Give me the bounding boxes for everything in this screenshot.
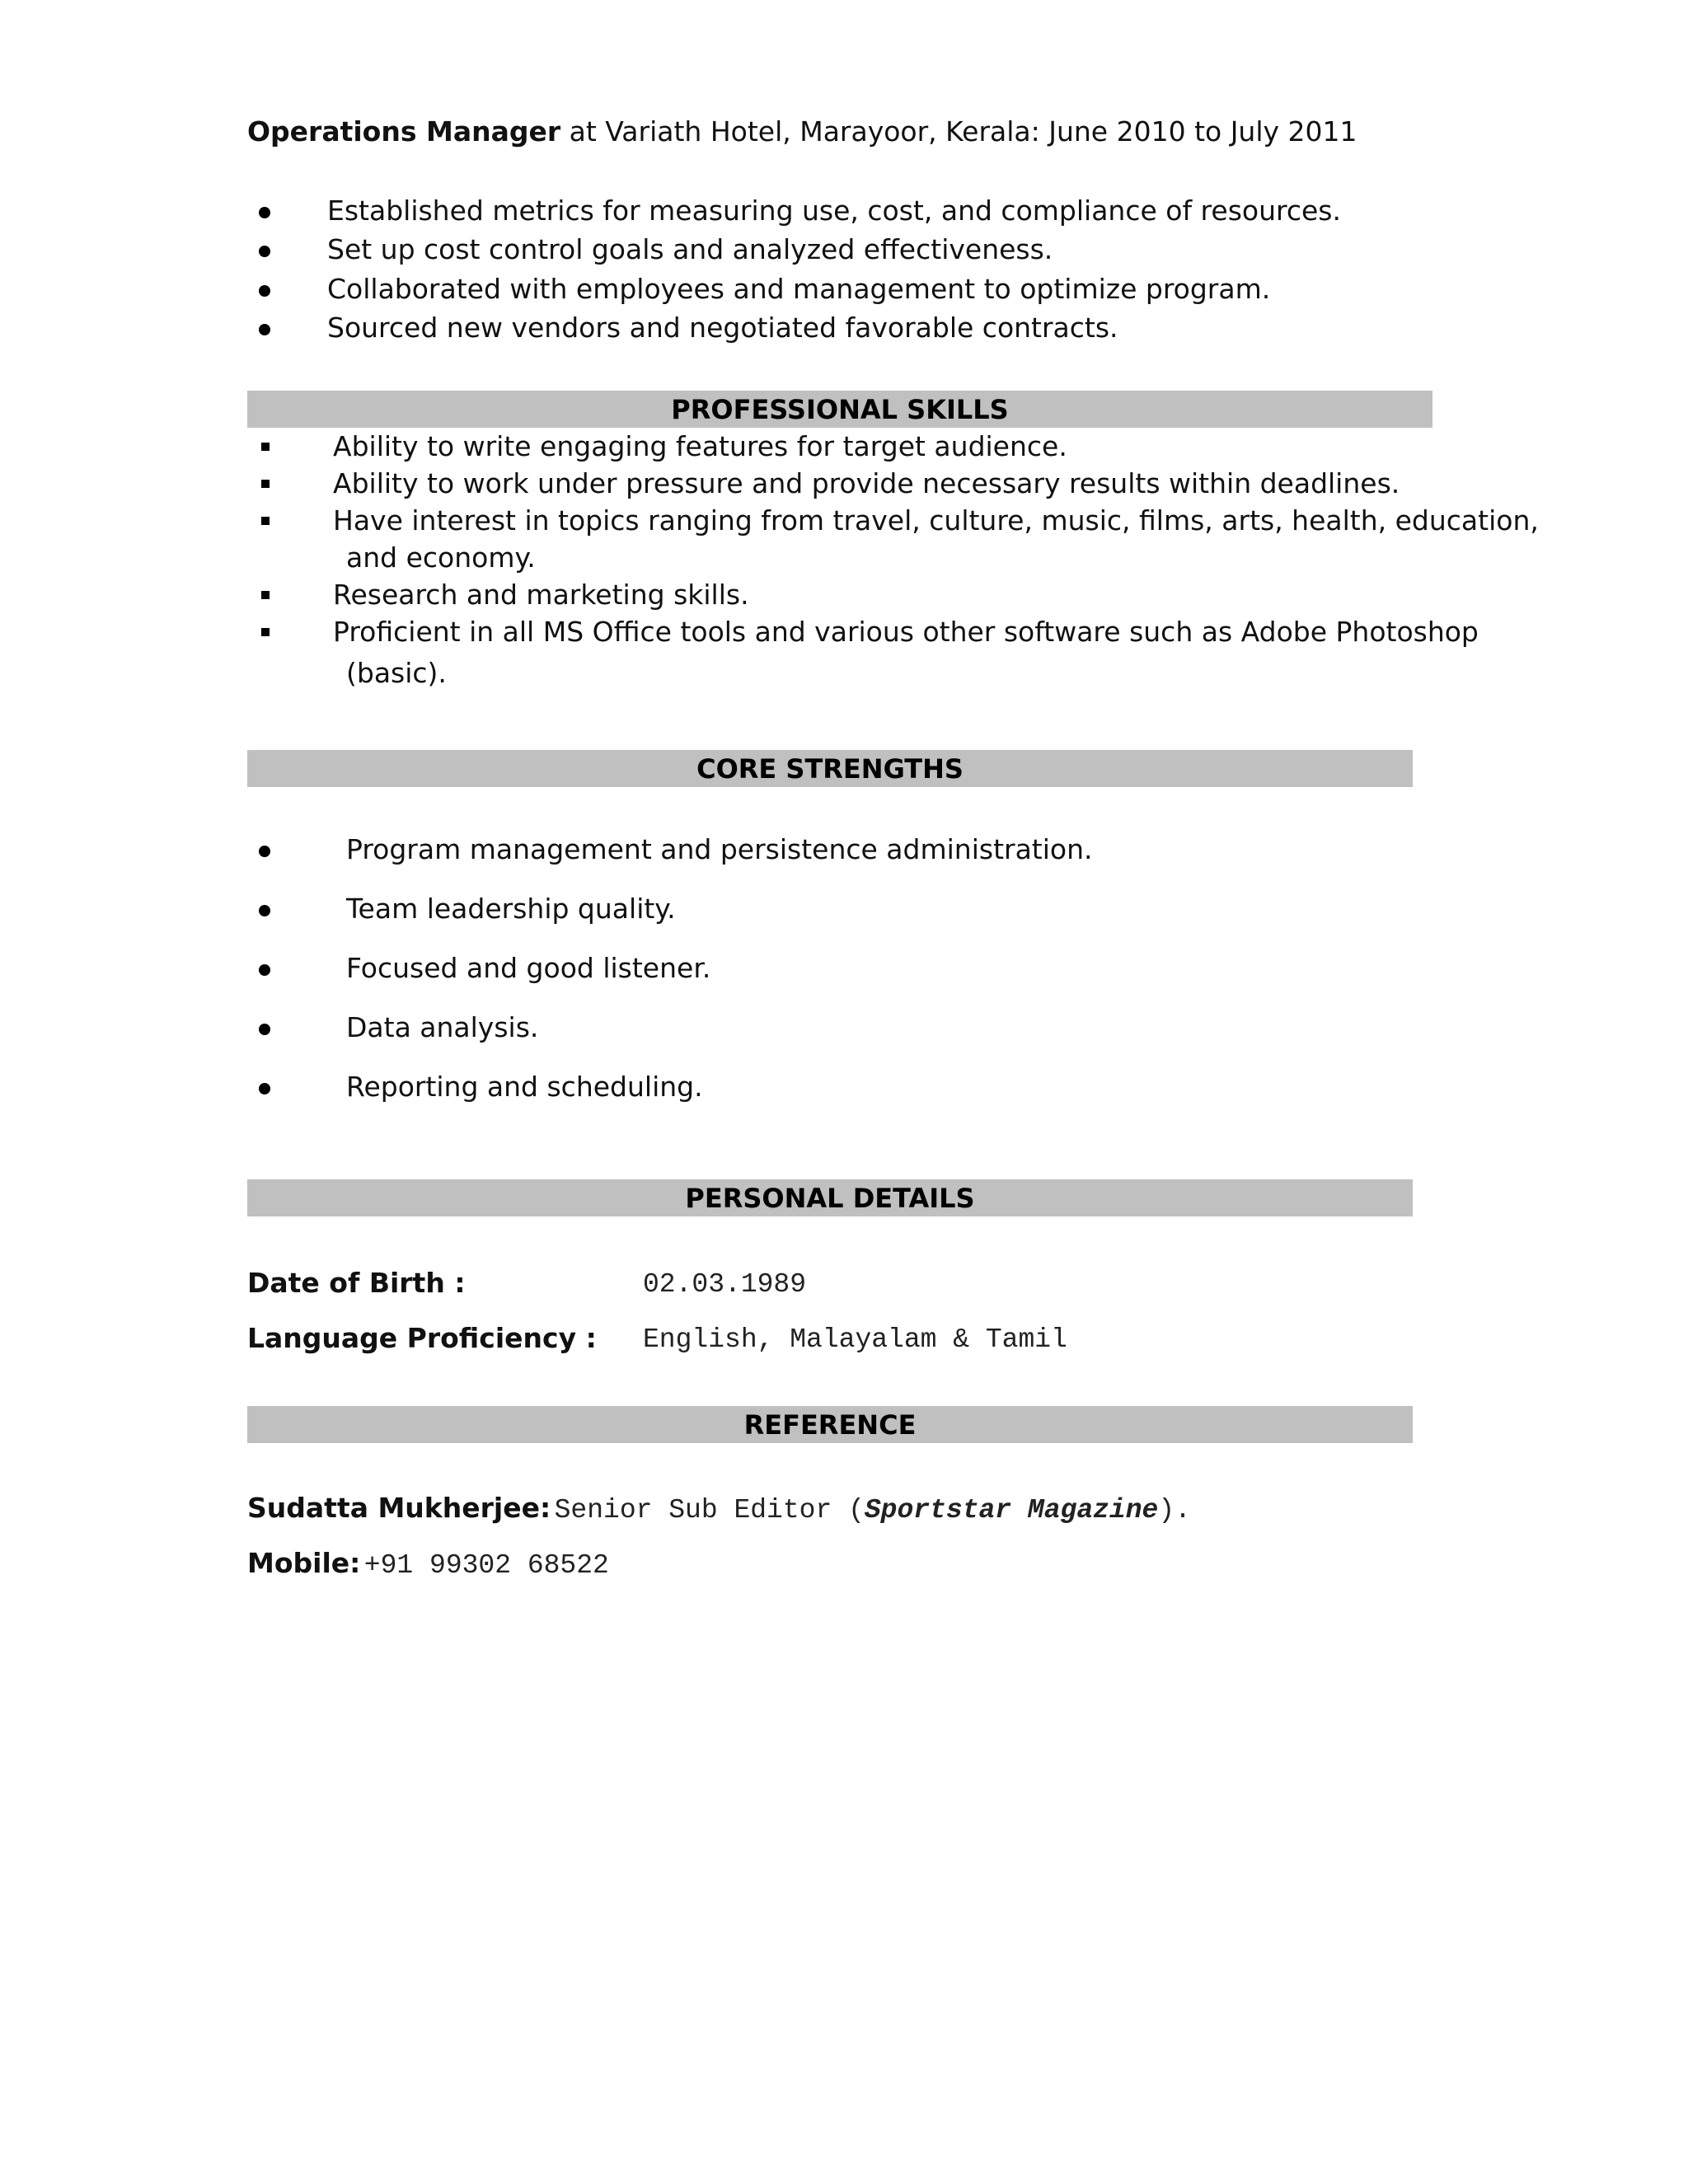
bullet-dot-icon (259, 905, 270, 916)
language-value: English, Malayalam & Tamil (643, 1324, 1067, 1355)
bullet-dot-icon (259, 846, 270, 857)
bullet-square-icon (261, 480, 270, 488)
mobile-line (247, 1547, 609, 1581)
list-item-continuation: and economy. (346, 541, 536, 574)
bullet-dot-icon (259, 207, 270, 218)
list-item-continuation: (basic). (346, 657, 447, 689)
list-item: Ability to write engaging features for target audience. (333, 430, 1067, 462)
job-heading (247, 115, 1357, 148)
list-item: Ability to work under pressure and provide necessary results within deadlines. (333, 467, 1400, 499)
job-detail: at Variath Hotel, Marayoor, Kerala: June 2010 to July 2011 (569, 115, 1357, 148)
section-heading-core-strengths: CORE STRENGTHS (247, 750, 1413, 787)
section-heading-professional-skills: PROFESSIONAL SKILLS (247, 391, 1432, 428)
dob-label: Date of Birth : (247, 1267, 466, 1299)
list-item: Have interest in topics ranging from travel, culture, music, films, arts, health, education, (333, 504, 1539, 537)
language-label: Language Proficiency : (247, 1322, 597, 1354)
list-item: Sourced new vendors and negotiated favorable contracts. (327, 312, 1118, 344)
colon: : (585, 1322, 597, 1354)
list-item: Focused and good listener. (346, 952, 711, 984)
list-item: Data analysis. (346, 1011, 539, 1043)
dob-value: 02.03.1989 (643, 1269, 807, 1300)
reference-name: Sudatta Mukherjee: (247, 1492, 551, 1524)
bullet-square-icon (261, 591, 270, 599)
section-heading-personal-details: PERSONAL DETAILS (247, 1179, 1413, 1216)
reference-line (247, 1492, 1191, 1526)
list-item: Set up cost control goals and analyzed effectiveness. (327, 233, 1053, 265)
list-item: Collaborated with employees and management to optimize program. (327, 273, 1271, 305)
mobile-label: Mobile: (247, 1547, 361, 1579)
bullet-square-icon (261, 628, 270, 636)
list-item: Program management and persistence administration. (346, 833, 1093, 865)
list-item: Team leadership quality. (346, 893, 676, 925)
mobile-value: +91 99302 68522 (363, 1550, 609, 1581)
list-item: Research and marketing skills. (333, 579, 749, 611)
bullet-dot-icon (259, 285, 270, 297)
colon: : (454, 1267, 466, 1299)
bullet-dot-icon (259, 1024, 270, 1035)
bullet-dot-icon (259, 324, 270, 335)
list-item: Reporting and scheduling. (346, 1071, 703, 1103)
list-item: Established metrics for measuring use, cost, and compliance of resources. (327, 194, 1341, 227)
bullet-dot-icon (259, 246, 270, 257)
reference-role-prefix: Senior Sub Editor ( (554, 1495, 865, 1526)
section-heading-reference: REFERENCE (247, 1406, 1413, 1443)
job-title: Operations Manager (247, 115, 561, 148)
bullet-dot-icon (259, 1083, 270, 1094)
bullet-square-icon (261, 443, 270, 451)
list-item: Proficient in all MS Office tools and various other software such as Adobe Photoshop (333, 616, 1479, 648)
bullet-dot-icon (259, 964, 270, 976)
bullet-square-icon (261, 517, 270, 525)
reference-role-suffix: ). (1158, 1495, 1191, 1526)
reference-publication: Sportstar Magazine (864, 1495, 1159, 1526)
